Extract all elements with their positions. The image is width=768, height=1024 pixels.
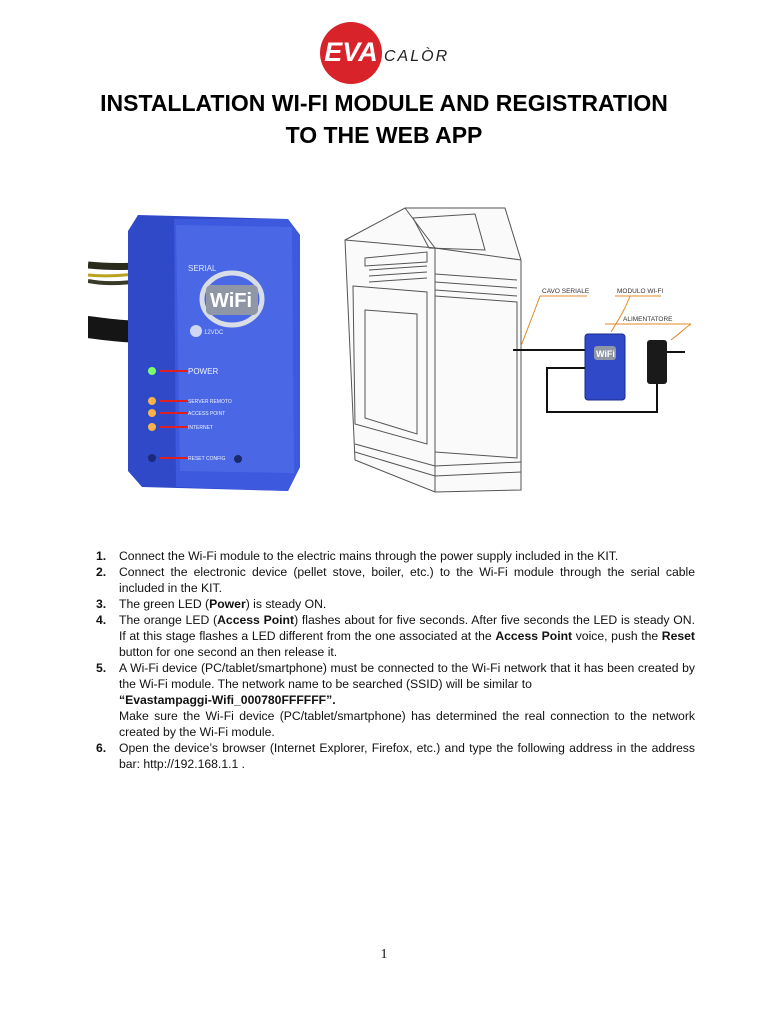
step-text: Connect the Wi-Fi module to the electric mains through the power supply included in the KIT. — [119, 549, 619, 563]
logo-calor-text: CALÒR — [384, 48, 450, 65]
step-number: 4. — [96, 613, 107, 627]
device-label-access-point: ACCESS POINT — [188, 411, 226, 417]
step-emphasis: Power — [209, 597, 246, 611]
step-text: button for one second an then release it. — [119, 645, 338, 659]
list-item — [96, 564, 695, 596]
step-text: The green LED ( — [119, 597, 210, 611]
diagram-module-logo: WiFi — [596, 349, 615, 359]
installation-steps-list — [96, 548, 695, 772]
step-number: 2. — [96, 565, 107, 579]
step-text: Connect the electronic device (pellet stove, boiler, etc.) to the Wi-Fi module through the serial cable included in the KIT. — [119, 565, 695, 595]
step-emphasis: Access Point — [495, 629, 573, 643]
list-item — [96, 660, 695, 740]
power-supply-icon — [647, 340, 667, 384]
access-point-led-icon — [148, 409, 156, 417]
wifi-module-photo — [88, 205, 310, 495]
eva-calor-logo — [318, 22, 448, 84]
step-number: 5. — [96, 661, 107, 675]
device-label-reset: RESET CONFIG — [188, 456, 226, 462]
device-label-12vdc: 12VDC — [204, 330, 224, 336]
step-emphasis: Access Point — [217, 613, 295, 627]
diagram-label-cavo-seriale: CAVO SERIALE — [542, 288, 590, 295]
step-emphasis: “Evastampaggi-Wifi_000780FFFFFF”. — [119, 693, 336, 707]
device-wifi-logo-text: WiFi — [210, 290, 253, 312]
list-item — [96, 740, 695, 772]
page-title-line-1: INSTALLATION WI-FI MODULE AND REGISTRATION — [100, 90, 668, 116]
step-text: ) is steady ON. — [245, 597, 327, 611]
page-number: 1 — [380, 947, 388, 962]
step-text: ) flashes about for five seconds. After five seconds the LED is steady ON. If at this stage flashes a LED different from the one associated at the — [119, 613, 695, 643]
step-text: voice, push the — [572, 629, 662, 643]
step-text: A Wi-Fi device (PC/tablet/smartphone) must be connected to the Wi-Fi network that it has been created by the Wi-Fi module. The network name to be searched (SSID) will be similar to — [119, 661, 695, 691]
step-number: 6. — [96, 741, 107, 755]
logo-eva-text: EVA — [324, 37, 378, 67]
server-led-icon — [148, 397, 156, 405]
step-text: Open the device’s browser (Internet Explorer, Firefox, etc.) and type the following address in the address bar: http://192.168.1.1 . — [119, 741, 695, 771]
device-label-serial: SERIAL — [188, 264, 217, 273]
step-number: 3. — [96, 597, 107, 611]
list-item — [96, 596, 695, 612]
list-item — [96, 548, 695, 564]
reset-button-icon — [148, 454, 156, 462]
internet-led-icon — [148, 423, 156, 431]
device-label-internet: INTERNET — [188, 425, 213, 431]
step-text: Make sure the Wi-Fi device (PC/tablet/smartphone) has determined the real connection to the network created by the Wi-Fi module. — [119, 709, 695, 739]
diagram-label-alimentatore: ALIMENTATORE — [623, 316, 673, 323]
step-emphasis: Reset — [661, 629, 695, 643]
step-text: The orange LED ( — [119, 613, 218, 627]
step-number: 1. — [96, 549, 107, 563]
stove-connection-diagram — [335, 200, 695, 500]
diagram-label-modulo-wifi: MODULO WI-FI — [617, 288, 664, 295]
device-label-power: POWER — [188, 367, 219, 376]
power-led-icon — [148, 367, 156, 375]
list-item — [96, 612, 695, 660]
device-label-server: SERVER REMOTO — [188, 399, 232, 405]
page-title-line-2: TO THE WEB APP — [285, 122, 483, 148]
